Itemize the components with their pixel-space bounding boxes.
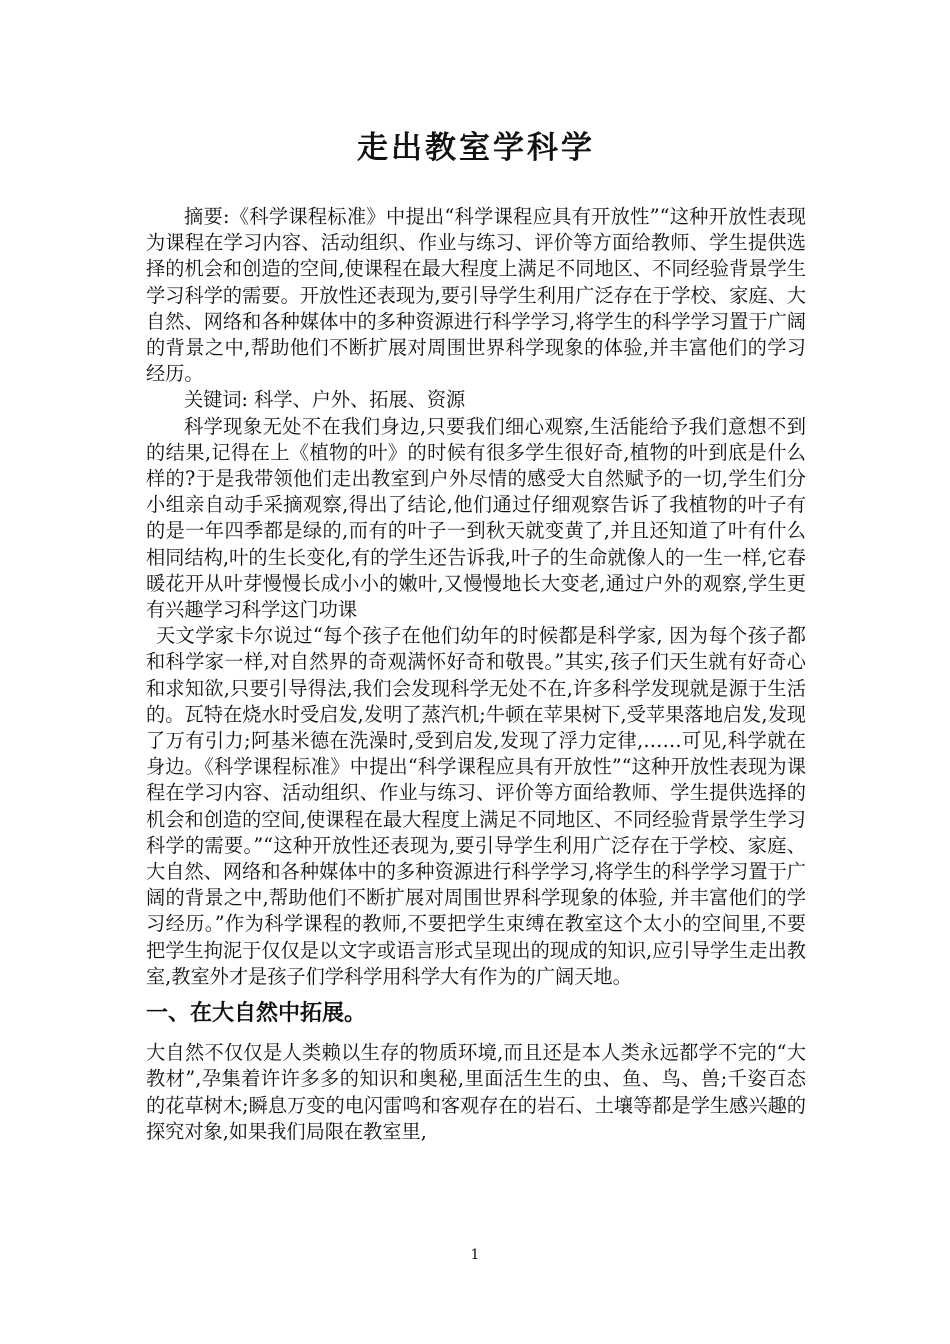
body-paragraph: 天文学家卡尔说过“每个孩子在他们幼年的时候都是科学家, 因为每个孩子都和科学家一样,对自然界的奇观满怀好奇和敬畏。”其实,孩子们天生就有好奇心和求知欲,只要引导得法,我们会发现科学无处不在,许多科学发现就是源于生活的。瓦特在烧水时受启发,发明了蒸汽机;牛顿在苹果树下,受苹果落地启发,发现了万有引力;阿基米德在洗澡时,受到启发,发现了浮力定律,……可见,科学就在身边。《科学课程标准》中提出“科学课程应具有开放性”“这种开放性表现为课程在学习内容、活动组织、作业与练习、评价等方面给教师、学生提供选择的机会和创造的空间,使课程在最大程度上满足不同地区、不同经验背景学生学习科学的需要。”“这种开放性还表现为,要引导学生利用广泛存在于学校、家庭、大自然、网络和各种媒体中的多种资源进行科学学习,将学生的科学学习置于广阔的背景之中,帮助他们不断扩展对周围世界科学现象的体验, 并丰富他们的学习经历。”作为科学课程的教师,不要把学生束缚在教室这个太小的空间里,不要把学生拘泥于仅仅是以文字或语言形式呈现出的现成的知识,应引导学生走出教室,教室外才是孩子们学科学用科学大有作为的广阔天地。: [146, 624, 806, 988]
section-heading: 一、在大自然中拓展。: [146, 1001, 367, 1027]
keywords-paragraph: 关键词: 科学、户外、拓展、资源: [184, 388, 466, 412]
document-title: 走出教室学科学: [357, 130, 595, 166]
section-paragraph: 大自然不仅仅是人类赖以生存的物质环境,而且还是本人类永远都学不完的“大教材”,孕集着许许多多的知识和奥秘,里面活生生的虫、鱼、鸟、兽;千姿百态的花草树木;瞬息万变的电闪雷鸣和客观存在的岩石、土壤等都是学生感兴趣的探究对象,如果我们局限在教室里,: [146, 1041, 806, 1143]
body-paragraph: 科学现象无处不在我们身边,只要我们细心观察,生活能给予我们意想不到的结果,记得在上《植物的叶》的时候有很多学生很好奇,植物的叶到底是什么样的?于是我带领他们走出教室到户外尽情的感受大自然赋予的一切,学生们分小组亲自动手采摘观察,得出了结论,他们通过仔细观察告诉了我植物的叶子有的是一年四季都是绿的,而有的叶子一到秋天就变黄了,并且还知道了叶有什么相同结构,叶的生长变化,有的学生还告诉我,叶子的生命就像人的一生一样,它春暖花开从叶芽慢慢长成小小的嫩叶,又慢慢地长大变老,通过户外的观察,学生更有兴趣学习科学这门功课: [146, 414, 806, 622]
document-page: [146, 122, 806, 1145]
abstract-paragraph: 摘要:《科学课程标准》中提出“科学课程应具有开放性”“这种开放性表现为课程在学习内容、活动组织、作业与练习、评价等方面给教师、学生提供选择的机会和创造的空间,使课程在最大程度上满足不同地区、不同经验背景学生学习科学的需要。开放性还表现为,要引导学生利用广泛存在于学校、家庭、大自然、网络和各种媒体中的多种资源进行科学学习,将学生的科学学习置于广阔的背景之中,帮助他们不断扩展对周围世界科学现象的体验,并丰富他们的学习经历。: [146, 205, 806, 386]
page-number: 1: [470, 1247, 480, 1263]
